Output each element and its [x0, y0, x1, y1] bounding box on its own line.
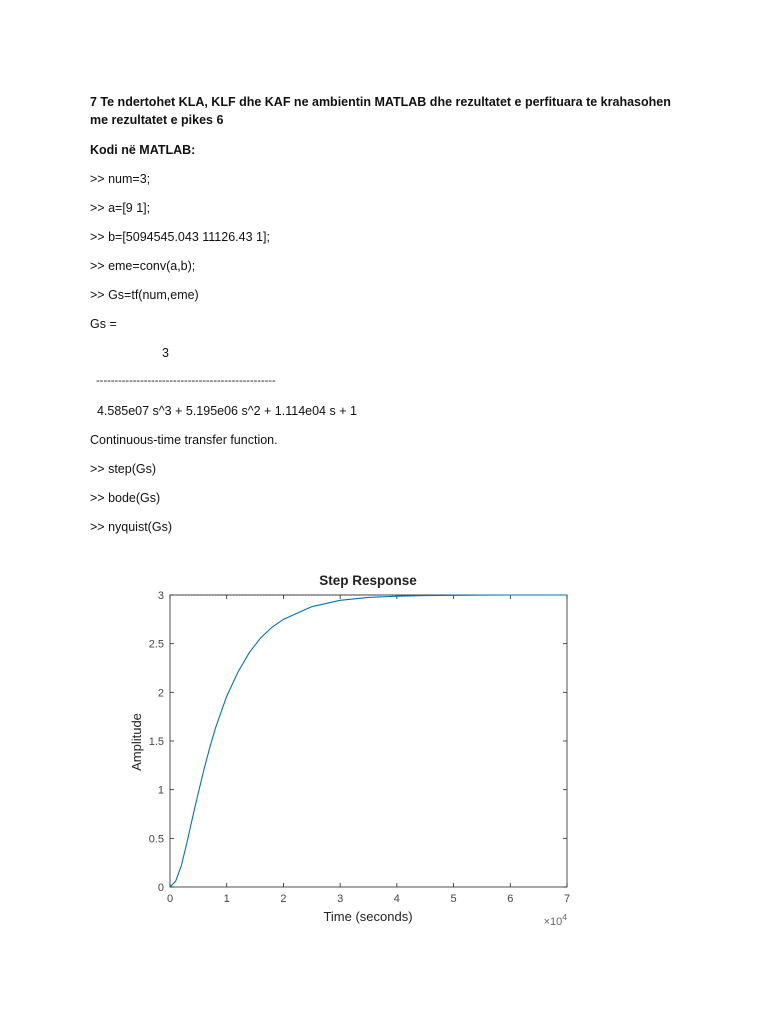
x-tick-label: 5	[450, 893, 457, 905]
y-tick-label: 1.5	[148, 736, 164, 748]
code-label: Kodi në MATLAB:	[90, 143, 196, 157]
section-heading: 7 Te ndertohet KLA, KLF dhe KAF ne ambientin MATLAB dhe rezultatet e perfituara te krahasohen me rezultatet e pikes 6	[90, 95, 671, 127]
y-axis-label: Amplitude	[129, 713, 144, 771]
x-tick-label: 2	[280, 893, 287, 905]
code-line-step: >> step(Gs)	[90, 462, 156, 476]
x-axis-label: Time (seconds)	[323, 909, 413, 924]
plot-area	[170, 595, 567, 887]
x-tick-label: 3	[337, 893, 344, 905]
x-tick-label: 1	[223, 893, 230, 905]
y-tick-label: 0	[157, 882, 164, 894]
tf-numerator: 3	[162, 346, 169, 360]
code-line-nyquist: >> nyquist(Gs)	[90, 520, 172, 534]
tf-denominator: 4.585e07 s^3 + 5.195e06 s^2 + 1.114e04 s + 1	[90, 404, 357, 418]
gs-label: Gs =	[90, 317, 117, 331]
x-tick-label: 6	[507, 893, 514, 905]
y-tick-label: 0.5	[148, 833, 164, 846]
x-tick-label: 4	[393, 893, 400, 905]
code-line-a: >> a=[9 1];	[90, 201, 151, 215]
code-line-bode: >> bode(Gs)	[90, 491, 161, 505]
y-tick-label: 2	[157, 687, 164, 700]
ctf-label: Continuous-time transfer function.	[90, 433, 278, 447]
chart-title: Step Response	[319, 573, 417, 588]
y-tick-label: 2.5	[148, 638, 164, 651]
code-line-eme: >> eme=conv(a,b);	[90, 259, 196, 273]
y-tick-label: 1	[157, 784, 164, 797]
code-line-b: >> b=[5094545.043 11126.43 1];	[90, 230, 270, 244]
step-response-figure	[120, 568, 590, 938]
code-line-num: >> num=3;	[90, 172, 151, 186]
x-tick-label: 7	[563, 893, 571, 905]
x-axis-multiplier: $\times 10^4$	[543, 912, 567, 928]
code-line-gs: >> Gs=tf(num,eme)	[90, 288, 199, 302]
x-tick-label: 0	[166, 893, 174, 905]
tf-divider: -------------------------------------------------	[90, 375, 276, 387]
y-tick-label: 3	[157, 590, 164, 602]
